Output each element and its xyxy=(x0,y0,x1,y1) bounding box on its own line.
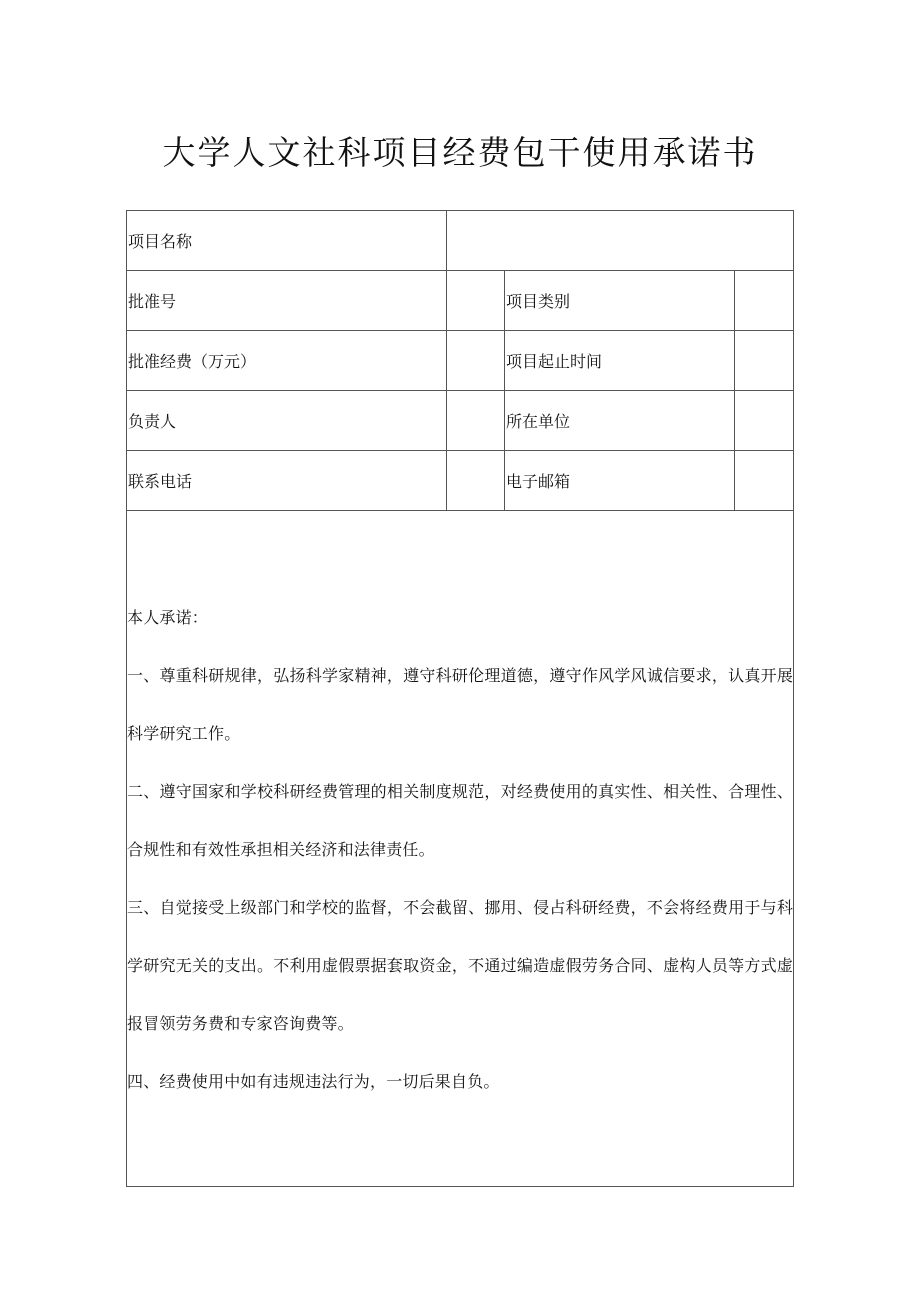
project-type-label: 项目类别 xyxy=(505,271,735,331)
pledge-intro: 本人承诺： xyxy=(127,608,209,627)
approved-funds-field[interactable] xyxy=(447,331,505,391)
row-project-name xyxy=(127,211,794,271)
pledge-item-3: 三、自觉接受上级部门和学校的监督，不会截留、挪用、侵占科研经费，不会将经费用于与科学研究无关的支出。不利用虚假票据套取资金，不通过编造虚假劳务合同、虚构人员等方式虚报冒领劳务费和专家咨询费等。 xyxy=(127,898,794,1033)
row-principal xyxy=(127,391,794,451)
project-type-field[interactable] xyxy=(735,271,794,331)
project-name-field[interactable] xyxy=(447,211,794,271)
principal-label: 负责人 xyxy=(127,391,447,451)
principal-field[interactable] xyxy=(447,391,505,451)
project-period-field[interactable] xyxy=(735,331,794,391)
pledge-item-2: 二、遵守国家和学校科研经费管理的相关制度规范，对经费使用的真实性、相关性、合理性、合规性和有效性承担相关经济和法律责任。 xyxy=(127,782,794,859)
phone-label: 联系电话 xyxy=(127,451,447,511)
unit-field[interactable] xyxy=(735,391,794,451)
row-pledge xyxy=(127,511,794,1187)
project-info-form xyxy=(126,210,794,1187)
phone-field[interactable] xyxy=(447,451,505,511)
row-approval-no xyxy=(127,271,794,331)
pledge-text xyxy=(127,511,793,1111)
row-phone xyxy=(127,451,794,511)
project-name-label: 项目名称 xyxy=(127,211,447,271)
approval-no-label: 批准号 xyxy=(127,271,447,331)
pledge-cell xyxy=(127,511,794,1187)
email-label: 电子邮箱 xyxy=(505,451,735,511)
project-period-label: 项目起止时间 xyxy=(505,331,735,391)
email-field[interactable] xyxy=(735,451,794,511)
row-approved-funds xyxy=(127,331,794,391)
pledge-item-4: 四、经费使用中如有违规违法行为，一切后果自负。 xyxy=(127,1072,500,1091)
pledge-item-1: 一、尊重科研规律，弘扬科学家精神，遵守科研伦理道德，遵守作风学风诚信要求，认真开展科学研究工作。 xyxy=(127,666,794,743)
approval-no-field[interactable] xyxy=(447,271,505,331)
approved-funds-label: 批准经费（万元） xyxy=(127,331,447,391)
unit-label: 所在单位 xyxy=(505,391,735,451)
document-title: 大学人文社科项目经费包干使用承诺书 xyxy=(162,133,758,172)
